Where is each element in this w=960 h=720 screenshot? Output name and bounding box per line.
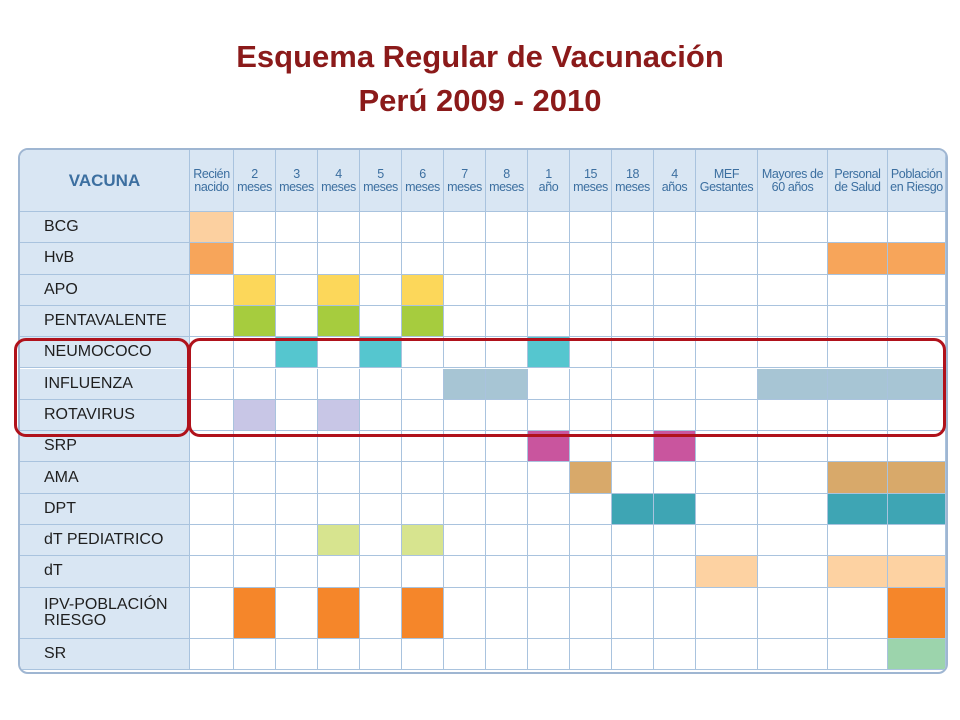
schedule-cell-marked: [888, 462, 946, 493]
schedule-cell-marked: [888, 243, 946, 274]
schedule-cell-marked: [318, 525, 360, 556]
schedule-cell: [486, 462, 528, 493]
schedule-cell-marked: [888, 588, 946, 639]
vaccine-name: INFLUENZA: [20, 369, 190, 400]
schedule-cell: [486, 275, 528, 306]
schedule-cell-marked: [888, 494, 946, 525]
schedule-cell: [654, 462, 696, 493]
column-header-label: Población en Riesgo: [890, 166, 943, 194]
column-header: [654, 150, 696, 212]
schedule-cell: [318, 556, 360, 587]
column-header: [234, 150, 276, 212]
column-header: [612, 150, 654, 212]
schedule-cell-marked: [570, 462, 612, 493]
vaccine-name: ROTAVIRUS: [20, 400, 190, 431]
schedule-cell: [528, 275, 570, 306]
schedule-cell: [828, 639, 888, 670]
schedule-cell: [360, 556, 402, 587]
schedule-cell-marked: [888, 556, 946, 587]
schedule-cell: [612, 556, 654, 587]
schedule-cell: [402, 556, 444, 587]
schedule-cell: [444, 275, 486, 306]
schedule-cell: [276, 275, 318, 306]
schedule-cell: [696, 525, 758, 556]
schedule-cell: [758, 588, 828, 639]
column-header: [190, 150, 234, 212]
schedule-cell-marked: [318, 275, 360, 306]
column-header-label: 8 meses: [489, 166, 524, 194]
schedule-cell: [486, 212, 528, 243]
schedule-cell: [486, 556, 528, 587]
schedule-cell: [758, 275, 828, 306]
schedule-cell: [276, 462, 318, 493]
schedule-cell: [360, 588, 402, 639]
schedule-cell: [888, 306, 946, 337]
schedule-cell-marked: [828, 494, 888, 525]
column-header-vacuna: [20, 150, 190, 212]
column-header-label: 4 años: [661, 166, 688, 194]
schedule-cell-marked: [828, 556, 888, 587]
column-header-label: 15 meses: [573, 166, 608, 194]
schedule-cell: [528, 462, 570, 493]
schedule-cell: [276, 525, 318, 556]
schedule-cell: [190, 494, 234, 525]
schedule-cell: [758, 525, 828, 556]
schedule-cell: [402, 639, 444, 670]
schedule-cell: [360, 275, 402, 306]
column-header: [888, 150, 946, 212]
schedule-cell: [758, 494, 828, 525]
column-header-label: 3 meses: [279, 166, 314, 194]
schedule-cell: [758, 243, 828, 274]
column-header-label: 18 meses: [615, 166, 650, 194]
schedule-cell: [276, 494, 318, 525]
schedule-cell: [654, 556, 696, 587]
schedule-cell: [696, 462, 758, 493]
schedule-cell: [318, 462, 360, 493]
column-header-label: 2 meses: [237, 166, 272, 194]
schedule-cell-marked: [318, 306, 360, 337]
schedule-cell-marked: [828, 462, 888, 493]
column-header-label: Recién nacido: [193, 166, 230, 194]
schedule-cell: [234, 212, 276, 243]
schedule-cell: [402, 212, 444, 243]
schedule-cell-marked: [234, 275, 276, 306]
highlight-box-schedule-cells: [188, 338, 946, 437]
schedule-cell: [276, 556, 318, 587]
schedule-cell: [234, 556, 276, 587]
column-header-label: VACUNA: [68, 171, 141, 190]
vaccine-name: NEUMOCOCO: [20, 337, 190, 368]
schedule-cell: [318, 243, 360, 274]
schedule-cell: [654, 525, 696, 556]
schedule-cell: [486, 243, 528, 274]
schedule-cell: [570, 212, 612, 243]
schedule-cell: [190, 588, 234, 639]
schedule-cell: [888, 275, 946, 306]
schedule-cell: [444, 639, 486, 670]
schedule-cell: [318, 494, 360, 525]
schedule-cell: [444, 588, 486, 639]
schedule-cell: [444, 462, 486, 493]
schedule-cell: [190, 556, 234, 587]
schedule-cell: [758, 556, 828, 587]
schedule-cell: [654, 212, 696, 243]
schedule-cell: [234, 462, 276, 493]
schedule-cell: [360, 243, 402, 274]
schedule-cell: [190, 306, 234, 337]
column-header: [696, 150, 758, 212]
schedule-cell-marked: [402, 275, 444, 306]
column-header: [360, 150, 402, 212]
column-header-label: 5 meses: [363, 166, 398, 194]
vaccine-name: IPV-POBLACIÓN RIESGO: [20, 588, 190, 639]
schedule-cell: [528, 243, 570, 274]
schedule-cell: [444, 212, 486, 243]
schedule-cell: [444, 525, 486, 556]
schedule-cell: [612, 212, 654, 243]
schedule-cell: [486, 639, 528, 670]
schedule-cell-marked: [828, 243, 888, 274]
schedule-cell-marked: [654, 494, 696, 525]
column-header: [444, 150, 486, 212]
schedule-cell-marked: [234, 588, 276, 639]
vaccine-name: SRP: [20, 431, 190, 462]
schedule-cell-marked: [402, 588, 444, 639]
schedule-cell-marked: [190, 243, 234, 274]
column-header-label: MEF Gestantes: [699, 166, 754, 194]
schedule-cell: [612, 275, 654, 306]
vaccine-name: AMA: [20, 462, 190, 493]
schedule-cell: [570, 588, 612, 639]
page-title: Esquema Regular de Vacunación: [236, 39, 724, 74]
schedule-cell: [190, 462, 234, 493]
schedule-cell: [696, 588, 758, 639]
schedule-cell: [276, 588, 318, 639]
schedule-cell: [276, 243, 318, 274]
schedule-cell: [758, 462, 828, 493]
schedule-cell: [570, 525, 612, 556]
column-header-label: 7 meses: [447, 166, 482, 194]
schedule-cell: [570, 556, 612, 587]
column-header: [528, 150, 570, 212]
schedule-cell: [888, 525, 946, 556]
schedule-cell: [696, 494, 758, 525]
schedule-cell: [234, 525, 276, 556]
schedule-cell-marked: [612, 494, 654, 525]
schedule-cell: [570, 306, 612, 337]
schedule-cell: [696, 306, 758, 337]
schedule-cell: [190, 275, 234, 306]
vaccine-name: dT: [20, 556, 190, 587]
schedule-cell: [758, 212, 828, 243]
schedule-cell: [276, 306, 318, 337]
schedule-cell: [696, 212, 758, 243]
highlight-box-vaccine-names: [14, 338, 190, 437]
column-header: [828, 150, 888, 212]
schedule-cell: [828, 306, 888, 337]
vaccine-name: SR: [20, 639, 190, 670]
column-header: [758, 150, 828, 212]
schedule-cell: [828, 212, 888, 243]
schedule-cell: [444, 306, 486, 337]
schedule-cell: [888, 212, 946, 243]
vaccine-name: HvB: [20, 243, 190, 274]
schedule-cell: [318, 212, 360, 243]
schedule-cell: [612, 525, 654, 556]
schedule-cell: [360, 462, 402, 493]
schedule-cell: [654, 243, 696, 274]
schedule-cell-marked: [402, 306, 444, 337]
column-header-label: 6 meses: [405, 166, 440, 194]
schedule-cell: [570, 243, 612, 274]
schedule-cell: [234, 494, 276, 525]
schedule-cell-marked: [190, 212, 234, 243]
page-subtitle: Perú 2009 - 2010: [358, 83, 602, 118]
schedule-cell: [570, 494, 612, 525]
schedule-cell: [360, 525, 402, 556]
schedule-cell: [654, 639, 696, 670]
schedule-cell: [486, 525, 528, 556]
vaccine-name: dT PEDIATRICO: [20, 525, 190, 556]
schedule-cell: [360, 494, 402, 525]
schedule-cell: [318, 639, 360, 670]
schedule-cell: [190, 639, 234, 670]
schedule-cell: [276, 639, 318, 670]
schedule-cell: [528, 525, 570, 556]
schedule-cell: [528, 588, 570, 639]
schedule-cell: [444, 243, 486, 274]
schedule-cell: [570, 275, 612, 306]
schedule-cell: [696, 243, 758, 274]
schedule-cell: [402, 462, 444, 493]
schedule-cell: [612, 306, 654, 337]
schedule-cell: [612, 639, 654, 670]
vaccine-name: PENTAVALENTE: [20, 306, 190, 337]
schedule-cell-marked: [318, 588, 360, 639]
schedule-cell-marked: [888, 639, 946, 670]
schedule-cell: [444, 556, 486, 587]
schedule-cell: [528, 639, 570, 670]
schedule-cell: [696, 275, 758, 306]
schedule-cell: [828, 588, 888, 639]
column-header: [318, 150, 360, 212]
schedule-cell: [696, 639, 758, 670]
schedule-cell: [528, 494, 570, 525]
column-header-label: Mayores de 60 años: [761, 166, 824, 194]
schedule-cell: [486, 588, 528, 639]
schedule-cell: [444, 494, 486, 525]
schedule-cell: [234, 639, 276, 670]
schedule-cell: [654, 306, 696, 337]
schedule-cell: [612, 243, 654, 274]
schedule-cell: [276, 212, 318, 243]
schedule-cell: [190, 525, 234, 556]
schedule-cell: [234, 243, 276, 274]
column-header-label: 1 año: [538, 166, 559, 194]
schedule-cell: [828, 525, 888, 556]
schedule-cell: [758, 306, 828, 337]
schedule-cell: [402, 494, 444, 525]
schedule-cell: [758, 639, 828, 670]
schedule-cell: [528, 306, 570, 337]
vaccine-name: DPT: [20, 494, 190, 525]
schedule-cell: [528, 212, 570, 243]
schedule-cell: [360, 212, 402, 243]
schedule-cell: [654, 588, 696, 639]
schedule-cell: [486, 494, 528, 525]
schedule-cell-marked: [696, 556, 758, 587]
schedule-cell: [360, 639, 402, 670]
column-header: [570, 150, 612, 212]
column-header: [276, 150, 318, 212]
column-header: [486, 150, 528, 212]
schedule-cell: [570, 639, 612, 670]
vaccine-name: APO: [20, 275, 190, 306]
schedule-cell: [612, 588, 654, 639]
schedule-cell: [360, 306, 402, 337]
schedule-cell-marked: [402, 525, 444, 556]
vaccine-name: BCG: [20, 212, 190, 243]
schedule-cell: [402, 243, 444, 274]
schedule-cell: [828, 275, 888, 306]
column-header-label: 4 meses: [321, 166, 356, 194]
column-header: [402, 150, 444, 212]
schedule-cell: [612, 462, 654, 493]
column-header-label: Personal de Salud: [834, 166, 881, 194]
schedule-cell: [654, 275, 696, 306]
schedule-cell: [528, 556, 570, 587]
schedule-cell: [486, 306, 528, 337]
schedule-cell-marked: [234, 306, 276, 337]
